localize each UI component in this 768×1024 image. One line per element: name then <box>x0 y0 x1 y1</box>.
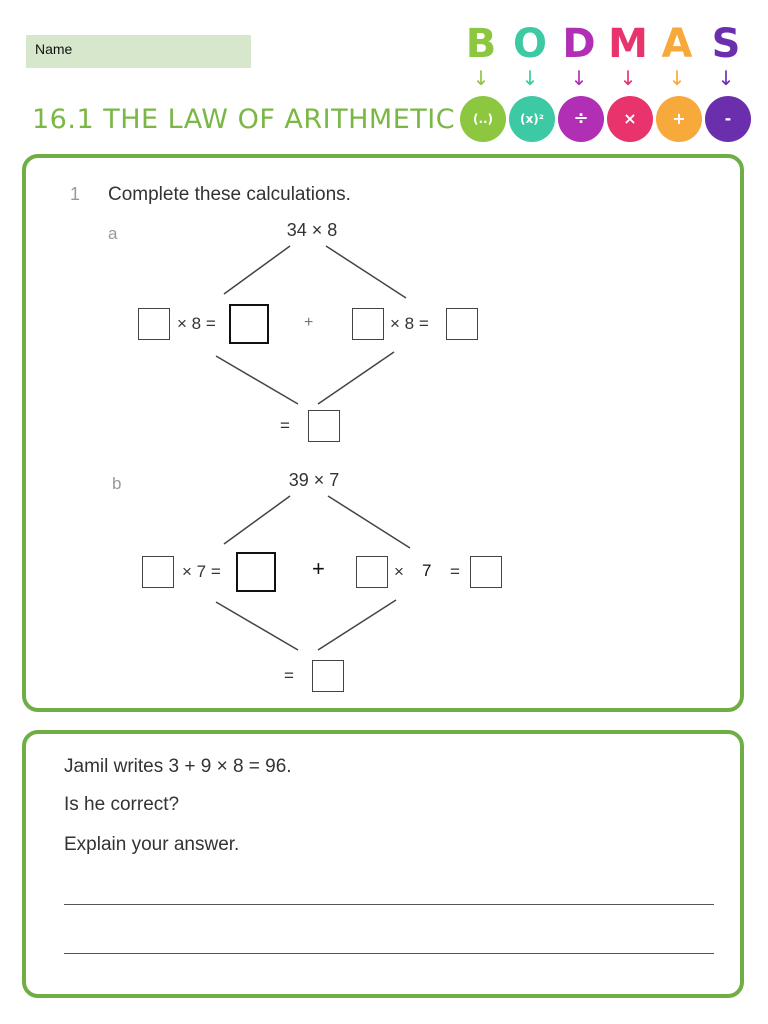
part-b-seven: 7 <box>422 561 432 580</box>
subtraction-circle: - <box>705 96 751 142</box>
page-title: 16.1 THE LAW OF ARITHMETIC <box>32 104 456 135</box>
part-a-left-operation: × 8 = <box>177 314 216 333</box>
part-a-label: a <box>108 224 118 243</box>
answer-box[interactable] <box>236 552 276 592</box>
bodmas-letter-s: S <box>711 21 741 67</box>
down-arrow-icon: ↓ <box>717 66 735 90</box>
answer-line[interactable] <box>64 953 714 954</box>
bodmas-letter-o: O <box>512 21 547 67</box>
part-a-diagram-lines <box>26 158 740 708</box>
name-label: Name <box>35 41 73 57</box>
part-b-label: b <box>112 474 122 493</box>
question-2-instruction: Explain your answer. <box>64 834 240 855</box>
part-b-equals: = <box>284 666 294 685</box>
down-arrow-icon: ↓ <box>619 66 637 90</box>
down-arrow-icon: ↓ <box>570 66 588 90</box>
down-arrow-icon: ↓ <box>668 66 686 90</box>
brackets-circle: (..) <box>460 96 506 142</box>
part-a-equals: = <box>280 416 290 435</box>
question-2-prompt: Is he correct? <box>64 794 180 815</box>
question-1-panel <box>22 154 744 712</box>
answer-box[interactable] <box>229 304 269 344</box>
answer-box[interactable] <box>312 660 344 692</box>
part-a-plus: + <box>304 314 314 331</box>
bodmas-letter-b: B <box>465 21 497 67</box>
answer-box[interactable] <box>352 308 384 340</box>
question-text: Complete these calculations. <box>108 184 351 205</box>
multiplication-circle: × <box>607 96 653 142</box>
down-arrow-icon: ↓ <box>472 66 490 90</box>
answer-box[interactable] <box>138 308 170 340</box>
division-circle: ÷ <box>558 96 604 142</box>
bodmas-graphic <box>458 22 750 142</box>
part-a-expression: 34 × 8 <box>286 220 338 240</box>
answer-box[interactable] <box>470 556 502 588</box>
answer-line[interactable] <box>64 904 714 905</box>
question-2-statement: Jamil writes 3 + 9 × 8 = 96. <box>64 756 292 777</box>
addition-circle: + <box>656 96 702 142</box>
orders-circle: (x)² <box>509 96 555 142</box>
part-b-expression: 39 × 7 <box>288 470 340 490</box>
answer-box[interactable] <box>446 308 478 340</box>
part-a-right-operation: × 8 = <box>390 314 429 333</box>
bodmas-letter-a: A <box>661 21 693 67</box>
part-b-times: × <box>394 562 404 581</box>
part-b-plus: + <box>312 556 325 581</box>
answer-box[interactable] <box>308 410 340 442</box>
part-b-right-equals: = <box>450 562 460 581</box>
answer-box[interactable] <box>142 556 174 588</box>
bodmas-letter-m: M <box>608 21 648 67</box>
down-arrow-icon: ↓ <box>521 66 539 90</box>
bodmas-letter-d: D <box>562 21 596 67</box>
name-field[interactable] <box>26 35 251 68</box>
question-number: 1 <box>70 184 81 204</box>
part-b-left-operation: × 7 = <box>182 562 221 581</box>
question-2-panel <box>22 730 744 998</box>
answer-box[interactable] <box>356 556 388 588</box>
